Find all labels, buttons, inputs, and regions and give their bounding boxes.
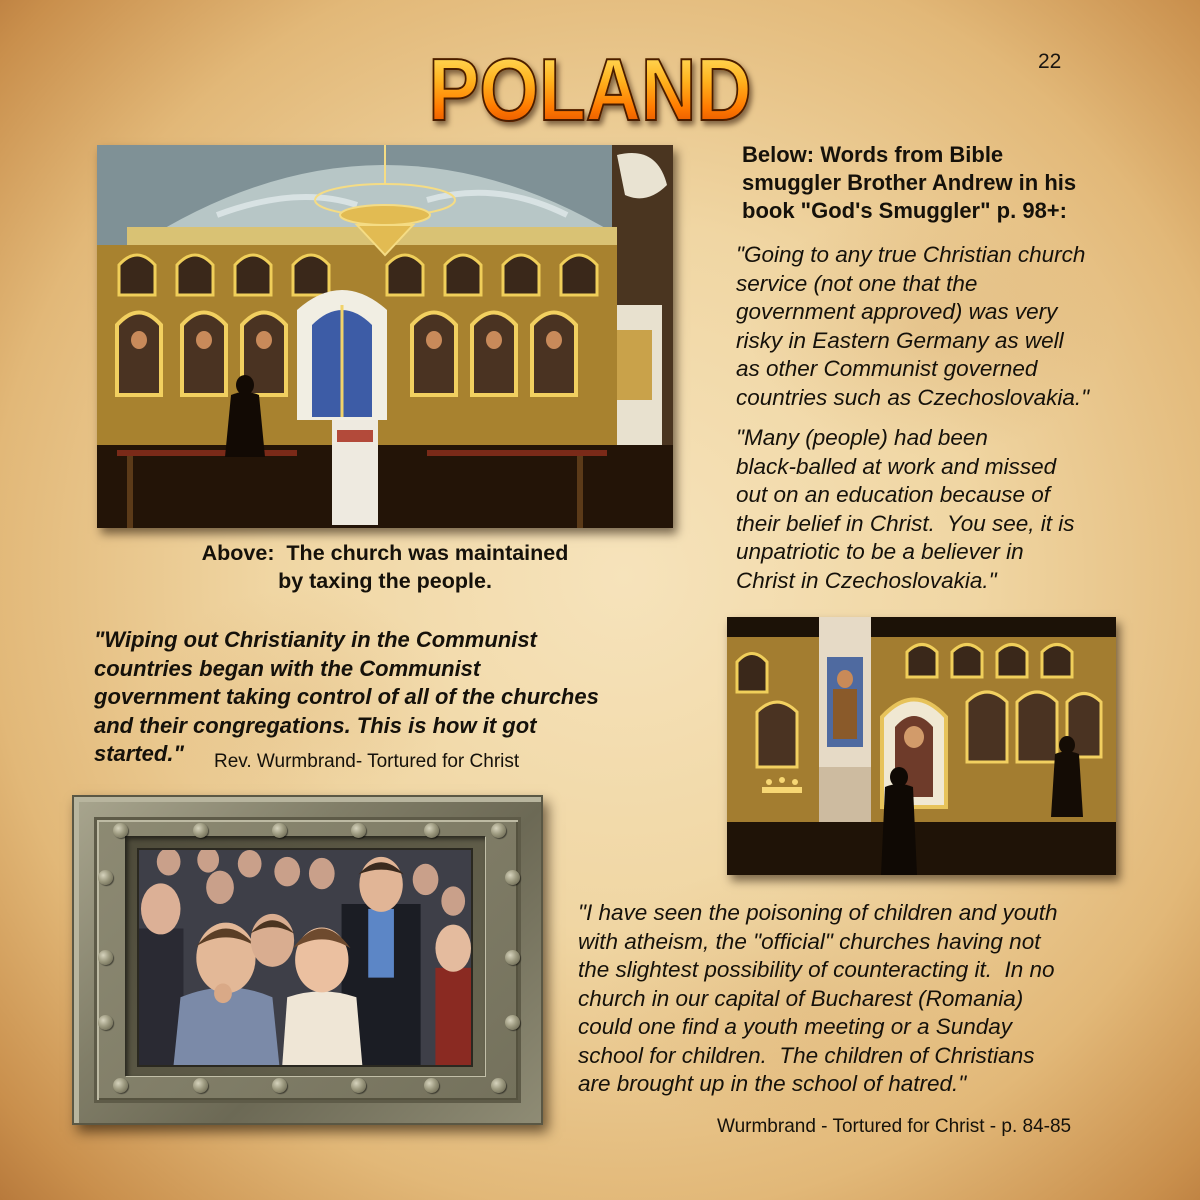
- frame-rivet: [505, 1015, 520, 1030]
- wurmbrand-attribution-1: Rev. Wurmbrand- Tortured for Christ: [214, 751, 520, 772]
- frame-rivet: [98, 950, 113, 965]
- right-child: [435, 925, 471, 1065]
- royal-doors: [297, 290, 387, 420]
- frame-rivet: [193, 823, 208, 838]
- church-interior-photo: [97, 145, 673, 528]
- children-photo: [137, 848, 473, 1067]
- frame-rivet: [98, 870, 113, 885]
- wurmbrand-attribution-2: Wurmbrand - Tortured for Christ - p. 84-85: [717, 1116, 1072, 1137]
- frame-rivet: [113, 823, 128, 838]
- frame-rivet: [491, 823, 506, 838]
- frame-rivet: [98, 1015, 113, 1030]
- ornate-picture-frame: [72, 795, 543, 1125]
- andrew-heading: Below: Words from Bible smuggler Brother Andrew in his book "God's Smuggler" p. 98+:: [742, 142, 1077, 223]
- frame-rivet: [491, 1078, 506, 1093]
- wurmbrand-quote-1: "Wiping out Christianity in the Communist countries began with the Communist government taking control of all of the churches and their congregations. This is how it got started.": [94, 627, 599, 766]
- frame-rivet: [272, 1078, 287, 1093]
- frame-rivet: [113, 1078, 128, 1093]
- wurmbrand-quote-2: "I have seen the poisoning of children and youth with atheism, the "official" churches having not the slightest possibility of counteracting it. In no church in our capital of Bucharest (Romania) could one find a youth meeting or a Sunday school for children. The children of Christians are brought up in the school of hatred.": [578, 900, 1058, 1096]
- frame-rivet: [505, 950, 520, 965]
- floor: [727, 822, 1116, 875]
- frame-rivet: [424, 823, 439, 838]
- frame-rivet: [424, 1078, 439, 1093]
- photo-caption: Above: The church was maintained by taxing the people.: [201, 541, 569, 593]
- frame-rivet: [272, 823, 287, 838]
- frame-rivet: [193, 1078, 208, 1093]
- frame-rivet: [351, 1078, 366, 1093]
- middle-child: [251, 914, 294, 967]
- page-title: POLAND: [416, 46, 764, 134]
- page-number: 22: [1038, 50, 1062, 73]
- andrew-quote-2: "Many (people) had been black-balled at work and missed out on an education because of their belief in Christ. You see, it is unpatriotic to be a believer in Christ in Czechoslovakia.": [736, 425, 1075, 593]
- frame-rivet: [505, 870, 520, 885]
- altar: [332, 420, 378, 525]
- church-interior-photo-2: [727, 617, 1116, 875]
- frame-rivet: [351, 823, 366, 838]
- andrew-quote-1: "Going to any true Christian church service (not one that the government approved) was very risky in Eastern Germany as well as other Communist governed countries such as Czechoslovakia.": [736, 242, 1090, 410]
- floor: [97, 445, 673, 528]
